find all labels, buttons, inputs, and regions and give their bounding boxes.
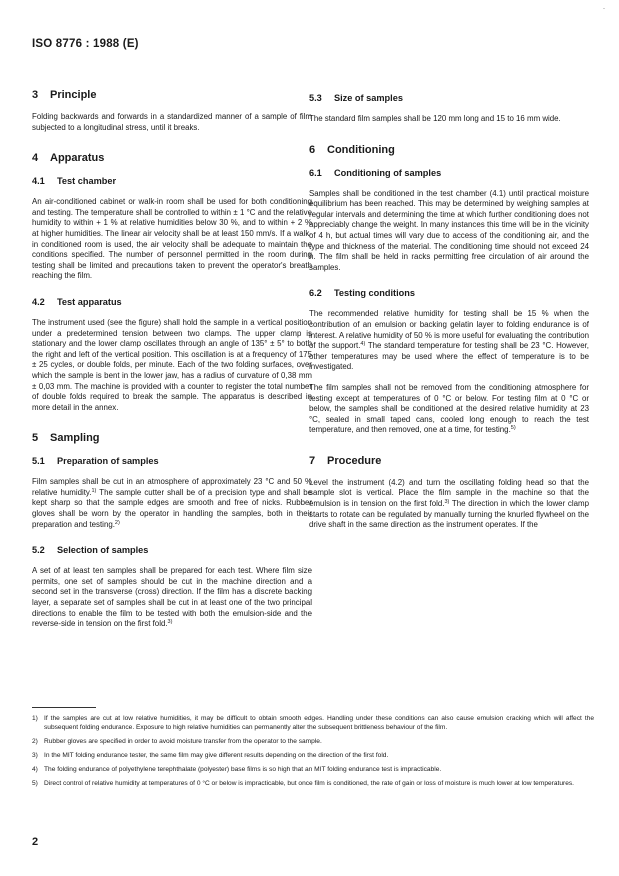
- test-apparatus-text: The instrument used (see the figure) shall hold the sample in a vertical position under a predetermined tension between two clamps. The upper clamp is stationary and the lower clamp oscillates through an angle of 135° ± 5° to both the right and left of the vertical position. This oscillation is at a frequency of 175 ± 25 cycles, or double folds, per minute. Each of the two folding surfaces, over which the sample is bent in the lower jaw, has a radius of curvature of 0,38 mm ± 0,03 mm. The machine is provided with a counter to register the total number of double folds required to break the sample. The apparatus is described in more detail in the annex.: [32, 317, 312, 412]
- procedure-text: Level the instrument (4.2) and turn the oscillating folding head so that the sample slot is vertical. Place the film sample in the machine so that the emulsion is in tension on the first fold.$^{3)}$ The direction in which the lower clamp starts to rotate can be regulated by manually turning the knurled flywheel on the drive shaft in the same direction as the instrument operates. If the: [309, 477, 589, 530]
- subsection-heading-test-apparatus: 4.2 Test apparatus: [32, 296, 122, 307]
- subsection-heading-size: 5.3 Size of samples: [309, 93, 403, 103]
- subsection-heading-conditioning-of-samples: 6.1 Conditioning of samples: [309, 167, 442, 178]
- selection-text: A set of at least ten samples shall be prepared for each test. Where film size permits, one set of samples should be cut in the machine direction and a second set in the transverse (cross) direction. If the film has a discrete backing layer, a separate set of samples shall be cut in at least one of the two principal directions to enable the film to be tested with both the emulsion-side and the reverse-side in tension on the first fold.$^{3)}$: [32, 566, 312, 629]
- footnote: 1) If the samples are cut at low relative humidities, it may be difficult to obtain smooth edges. Handling under these conditions can also cause emulsion cracking which will affect the subsequent folding endurance. Exposure to high relative humidities can permanently alter the subsequent brittleness behaviour of the film.: [32, 715, 594, 731]
- left-column: [32, 88, 312, 630]
- conditioning-of-samples-text: Samples shall be conditioned in the test chamber (4.1) until practical moisture equilibrium has been reached. This may be determined by weighing samples at regular intervals and determining the time at which further conditioning does not appreciably change the weight. In many instances this time will be in the vicinity of 4 h, but actual times will vary due to access of the conditioning air, and the type and thickness of the material. The conditioning time should not exceed 24 h. The film shall be held in racks permitting free circulation of air around the samples.: [309, 188, 589, 272]
- section-heading-procedure: 7 Procedure: [309, 454, 382, 467]
- footnote: 2) Rubber gloves are specified in order to avoid moisture transfer from the operator to the sample.: [32, 738, 322, 745]
- footnote-ref: 3): [167, 619, 173, 626]
- preparation-text: Film samples shall be cut in an atmosphere of approximately 23 °C and 50 % relative humidity.$^{1)}$ The sample cutter shall be of a precision type and shall be kept sharp so that the sample edges are smooth and free of nicks. Rubber gloves shall be worn by the operator in handling the samples, both in their preparation and testing.$^{2)}$: [32, 477, 312, 529]
- footnote: 3) In the MIT folding endurance tester, the same film may give different results depending on the direction of the first fold.: [32, 752, 389, 759]
- footnote-ref: 3): [444, 499, 450, 506]
- footnote-ref: 1): [91, 487, 97, 494]
- right-column-content: [309, 92, 589, 531]
- corner-mark: -: [603, 6, 605, 12]
- footnotes: [32, 714, 594, 793]
- footnote-divider: [32, 707, 96, 708]
- section-heading-apparatus: 4 Apparatus: [32, 152, 105, 165]
- footnote: 5) Direct control of relative humidity at temperatures of 0 °C or below is impracticable, but once film is conditioned, the rate of gain or loss of moisture is much lower at low temperatures.: [32, 780, 575, 787]
- footnote-ref: 4): [360, 341, 366, 348]
- section-heading-sampling: 5 Sampling: [32, 432, 100, 445]
- principle-text: Folding backwards and forwards in a standardized manner of a sample of film subjected to a longitudinal stress, until it breaks.: [32, 112, 312, 132]
- page-number: 2: [32, 836, 39, 848]
- subsection-heading-testing-conditions: 6.2 Testing conditions: [309, 288, 415, 299]
- subsection-heading-preparation: 5.1 Preparation of samples: [32, 456, 159, 467]
- subsection-heading-selection: 5.2 Selection of samples: [32, 545, 149, 556]
- subsection-heading-test-chamber: 4.1 Test chamber: [32, 176, 117, 187]
- size-text: The standard film samples shall be 120 mm long and 15 to 16 mm wide.: [309, 114, 561, 123]
- test-chamber-text: An air-conditioned cabinet or walk-in room shall be used for both conditioning and testing. The temperature shall be controlled to within ± 1 °C and the relative humidity to within + 1 % at relative humidities below 30 %, and to within + 2 % at higher humidities. The linear air velocity shall be at least 150 mm/s. If a walk-in conditioned room is used, the air velocity shall be adequate to maintain the conditions specified. The number of personnel permitted in the room during testing shall be limited and precautions taken to prevent the operator's breath reaching the film.: [32, 197, 312, 281]
- testing-conditions-text-2: The film samples shall not be removed from the conditioning atmosphere for testing except at temperatures of 0 °C or below. For testing film at 0 °C or below, the samples shall be conditioned at the desired relative humidity at 23 °C, sealed in small taped cans, cooled long enough to reach the test temperature, and then removed, one at a time, for testing.$^{5)}$: [309, 382, 589, 435]
- section-heading-principle: 3 Principle: [32, 89, 97, 101]
- footnote-ref: 5): [510, 425, 516, 432]
- footnote-ref: 2): [114, 519, 120, 526]
- footnote: 4) The folding endurance of polyethylene terephthalate (polyester) base films is so high that an MIT folding endurance test is impracticable.: [32, 766, 442, 773]
- document-header: ISO 8776 : 1988 (E): [32, 38, 139, 50]
- testing-conditions-text: The recommended relative humidity for testing shall be 15 % when the contribution of an emulsion or backing gelatin layer to folding endurance is of interest. A relative humidity of 50 % is more useful for evaluating the contribution of the support.$^{4)}$ The standard temperature for testing shall be 23 °C. However, other temperatures may be used where the effect of temperature is to be investigated.: [309, 309, 589, 372]
- section-heading-conditioning: 6 Conditioning: [309, 143, 395, 156]
